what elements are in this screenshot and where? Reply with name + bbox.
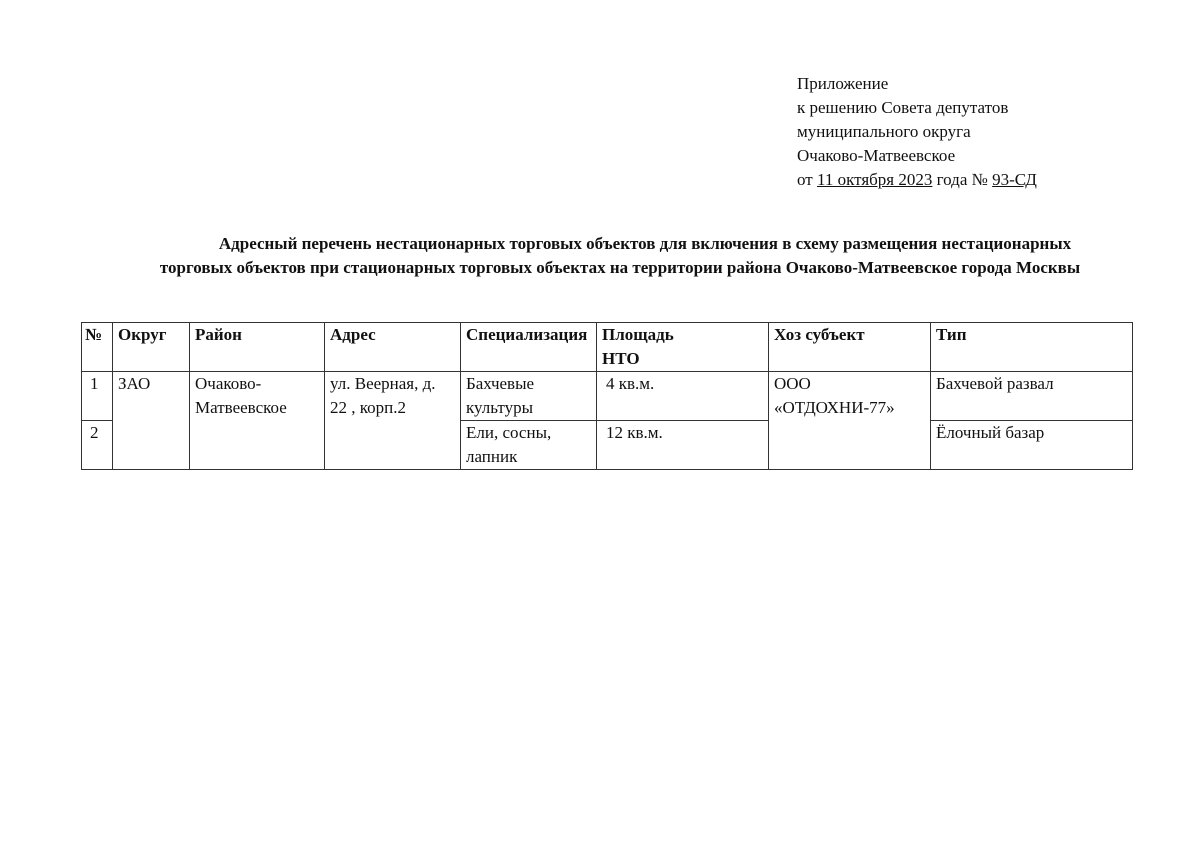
date-prefix: от	[797, 170, 817, 189]
appendix-line: Приложение	[797, 74, 889, 93]
decision-number: 93-СД	[992, 170, 1037, 189]
table-header-row	[82, 323, 1133, 372]
objects-table	[81, 322, 1133, 470]
cell-subject-merged	[769, 421, 931, 470]
cell-area: 4 кв.м.	[597, 372, 769, 421]
header-num: №	[82, 323, 113, 372]
cell-subject: ООО «ОТДОХНИ-77»	[769, 372, 931, 421]
cell-rayon-merged	[190, 421, 325, 470]
header-subject: Хоз субъект	[769, 323, 931, 372]
title-line: торговых объектов при стационарных торговых объектах на территории района Очаково-Матвеевское города Москвы	[159, 258, 1081, 277]
table-row	[82, 372, 1133, 421]
appendix-date-line	[797, 168, 1037, 192]
title-line: Адресный перечень нестационарных торговых объектов для включения в схему размещения нестационарных	[218, 234, 1072, 253]
cell-num: 2	[82, 421, 113, 470]
appendix-block	[797, 72, 1037, 192]
cell-okrug-merged	[113, 421, 190, 470]
cell-address: ул. Веерная, д. 22 , корп.2	[325, 372, 461, 421]
table-row	[82, 421, 1133, 470]
date-mid: года №	[932, 170, 993, 189]
cell-num: 1	[82, 372, 113, 421]
cell-area: 12 кв.м.	[597, 421, 769, 470]
cell-type: Ёлочный базар	[931, 421, 1133, 470]
header-type: Тип	[931, 323, 1133, 372]
document-title	[60, 232, 1180, 280]
header-address: Адрес	[325, 323, 461, 372]
appendix-line: к решению Совета депутатов	[797, 98, 1009, 117]
header-okrug: Округ	[113, 323, 190, 372]
header-rayon: Район	[190, 323, 325, 372]
cell-spec: Ели, сосны, лапник	[461, 421, 597, 470]
appendix-line: муниципального округа	[797, 122, 971, 141]
cell-spec: Бахчевые культуры	[461, 372, 597, 421]
cell-address-merged	[325, 421, 461, 470]
header-area: Площадь НТО	[597, 323, 769, 372]
decision-date: 11 октября 2023	[816, 170, 933, 189]
cell-okrug: ЗАО	[113, 372, 190, 421]
appendix-line: Очаково-Матвеевское	[797, 146, 956, 165]
header-spec: Специализация	[461, 323, 597, 372]
cell-type: Бахчевой развал	[931, 372, 1133, 421]
cell-rayon: Очаково-Матвеевское	[190, 372, 325, 421]
